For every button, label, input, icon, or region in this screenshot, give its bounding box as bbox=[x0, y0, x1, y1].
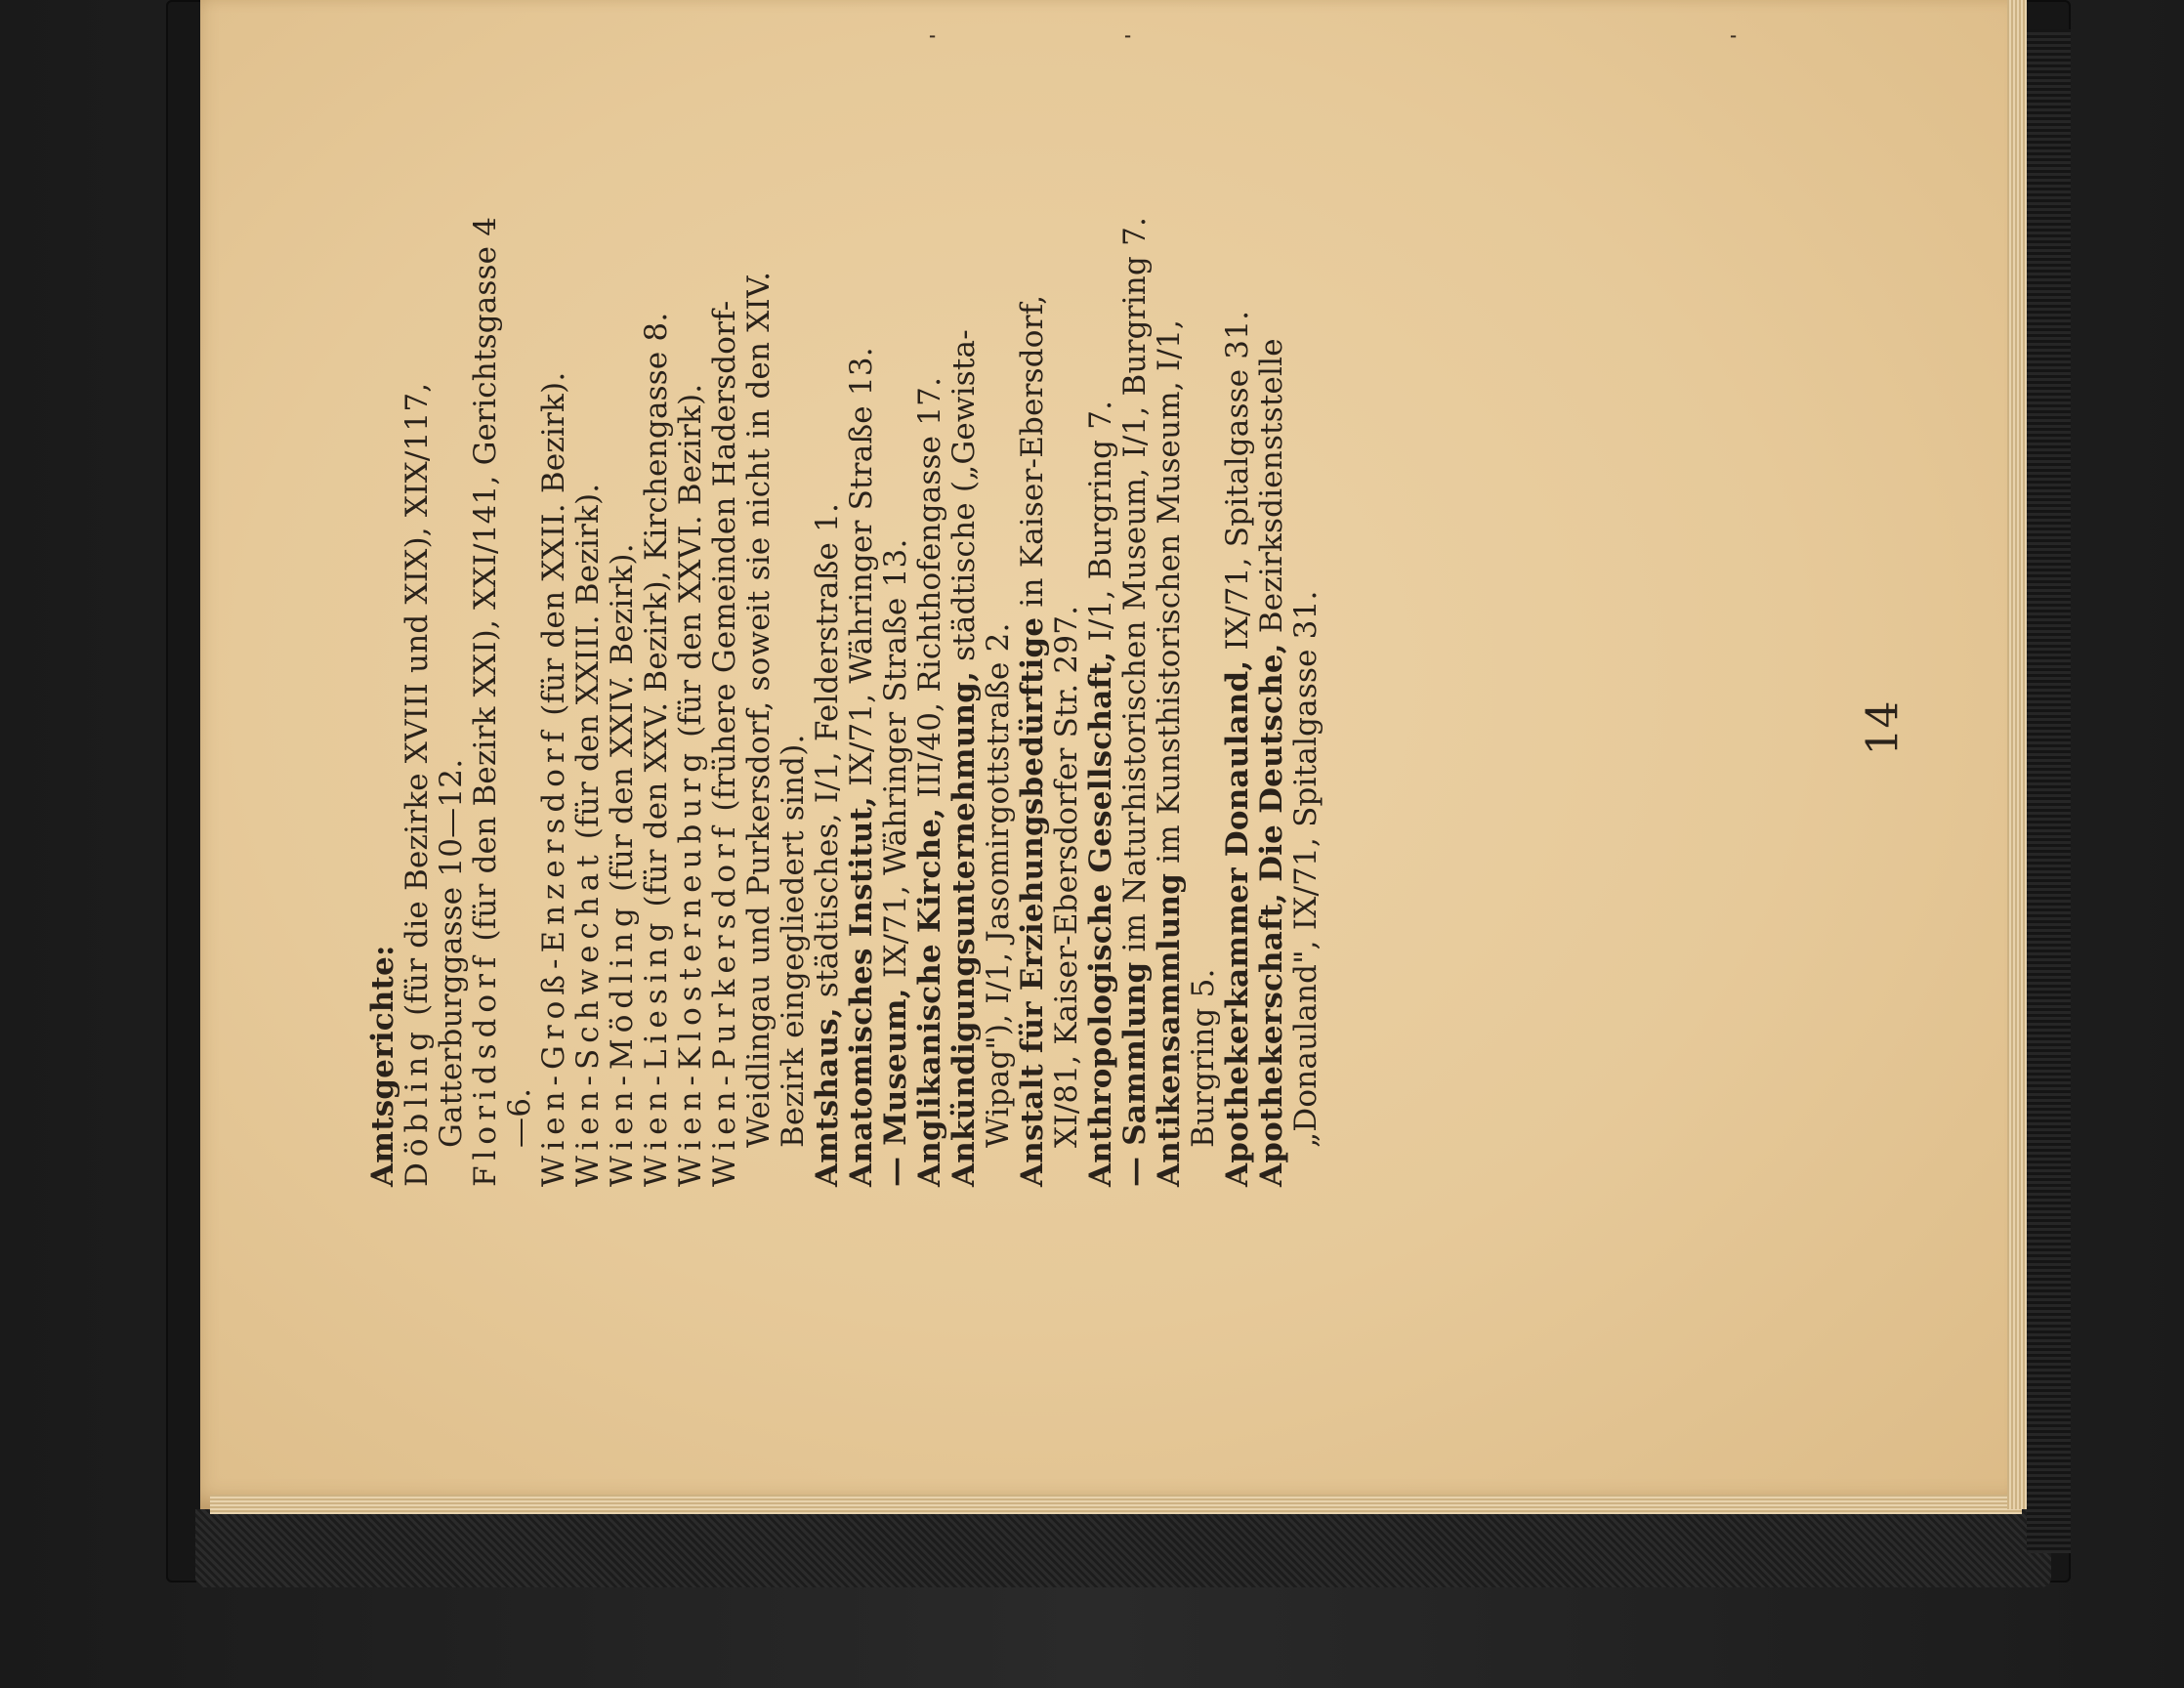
entry-sammlung bbox=[1118, 210, 1153, 1187]
sub-entry-name: Wien-Mödling bbox=[605, 902, 640, 1187]
entry-text: städtische („Gewista-Wipag"), I/1, Jasomirgottstraße 2. bbox=[946, 329, 1016, 1148]
entry-amtshaus bbox=[811, 210, 845, 1187]
sub-entry bbox=[571, 210, 606, 1187]
entry-heading: Antikensammlung bbox=[1152, 872, 1187, 1187]
sub-entry-name: Döbling bbox=[399, 1025, 435, 1187]
entry-heading: Apothekerkammer Donauland, bbox=[1220, 659, 1255, 1187]
entry-heading: Amtshaus, bbox=[810, 1007, 845, 1187]
sub-entry bbox=[537, 210, 571, 1187]
sub-entry-name: Wien-Schwechat bbox=[570, 849, 606, 1187]
entry-anatomisches-institut bbox=[845, 210, 879, 1187]
entry-anglikanische-kirche bbox=[913, 210, 947, 1187]
sub-entry-text: (für den Bezirk XXI), XXI/141, Gerichtsgasse 4—6. bbox=[468, 216, 537, 1148]
sub-entry-text: (für den XXIII. Bezirk). bbox=[570, 483, 606, 850]
sub-entry bbox=[640, 210, 674, 1187]
entry-text: im Kunsthistorischen Museum, I/1, Burgring 5. bbox=[1152, 318, 1221, 1148]
entry-museum bbox=[879, 210, 913, 1187]
page-side-edge bbox=[2007, 0, 2027, 1509]
entry-text: Bezirksdienststelle „Donauland", IX/71, Spitalgasse 31. bbox=[1254, 338, 1323, 1148]
entry-anthropologische-gesellschaft bbox=[1084, 210, 1118, 1187]
page-block-edge bbox=[210, 1495, 2022, 1514]
sub-entry-text: (für den XXV. Bezirk), Kirchengasse 8. bbox=[639, 312, 674, 917]
entry-heading: — Sammlung bbox=[1117, 961, 1153, 1187]
entry-heading: Apothekerschaft, Die Deutsche, bbox=[1254, 643, 1289, 1187]
sub-entry-text: (für den XXVI. Bezirk). bbox=[673, 383, 708, 747]
entry-text: im Naturhistorischen Museum, I/1, Burgring 7. bbox=[1117, 216, 1153, 962]
sub-entry-name: Wien-Purkersdorf bbox=[707, 821, 742, 1187]
entry-apothekerkammer bbox=[1221, 210, 1255, 1187]
entry-heading: Anglikanische Kirche, bbox=[912, 807, 947, 1187]
entry-heading: Ankündigungsunternehmung, bbox=[946, 670, 982, 1187]
entry-heading: Anstalt für Erziehungsbedürftige bbox=[1015, 616, 1050, 1187]
sub-entry-text: (für den XXII. Bezirk). bbox=[536, 371, 571, 726]
entry-anstalt-erziehungsbeduerftige bbox=[1016, 210, 1084, 1187]
cover-side-edge bbox=[2027, 29, 2071, 1553]
page-text-block bbox=[366, 210, 1773, 1187]
cover-spine-edge bbox=[195, 1509, 2051, 1587]
entry-ankuendigungsunternehmung bbox=[947, 210, 1016, 1187]
entry-heading: Anthropologische Gesellschaft, bbox=[1083, 651, 1118, 1187]
sub-entry-name: Wien-Liesing bbox=[639, 916, 674, 1187]
sub-entry bbox=[606, 210, 640, 1187]
entry-amtsgerichte bbox=[366, 210, 811, 1187]
sub-entry bbox=[469, 210, 537, 1187]
sub-entry bbox=[400, 210, 469, 1187]
paper-mark: ⁃ bbox=[1729, 27, 1738, 48]
entry-antikensammlung bbox=[1153, 210, 1221, 1187]
entry-text: IX/71, Währinger Straße 13. bbox=[844, 347, 879, 796]
entry-apothekerschaft bbox=[1255, 210, 1323, 1187]
sub-entry bbox=[674, 210, 708, 1187]
paper-mark: ⁃ bbox=[1123, 27, 1132, 48]
directory-listing bbox=[366, 210, 1773, 1187]
sub-entry-name: Wien-Klosterneuburg bbox=[673, 746, 708, 1187]
sub-entry-text: (für die Bezirke XVIII und XIX), XIX/117, Gatterburggasse 10—12. bbox=[399, 382, 469, 1148]
paper-mark: ⁃ bbox=[928, 27, 937, 48]
entry-text: städtisches, I/1, Felderstraße 1. bbox=[810, 502, 845, 1008]
page-number-text: 14 bbox=[1858, 700, 1909, 756]
sub-entry-name: Floridsdorf bbox=[468, 950, 503, 1187]
entry-heading: Anatomisches Institut, bbox=[844, 795, 879, 1187]
entry-heading: Amtsgerichte: bbox=[365, 945, 400, 1187]
sub-entry-name: Wien-Groß-Enzersdorf bbox=[536, 725, 571, 1187]
entry-text: IX/71, Währinger Straße 13. bbox=[878, 538, 913, 989]
sub-entry-text: (frühere Gemeinden Hadersdorf-Weidlingau und Purkersdorf, soweit sie nicht in den XIV. Bezirk eingegliedert sind). bbox=[707, 271, 811, 1148]
sub-entry bbox=[708, 210, 811, 1187]
entry-text: in Kaiser-Ebersdorf, XI/81, Kaiser-Ebersdorfer Str. 297. bbox=[1015, 294, 1084, 1148]
entry-text: IX/71, Spitalgasse 31. bbox=[1220, 310, 1255, 660]
page-number bbox=[1856, 700, 1911, 756]
entry-text: III/40, Richthofengasse 17. bbox=[912, 376, 947, 808]
entry-heading: — Museum, bbox=[878, 988, 913, 1187]
sub-entry-text: (für den XXIV. Bezirk). bbox=[605, 543, 640, 903]
entry-text: I/1, Burgring 7. bbox=[1083, 400, 1118, 652]
